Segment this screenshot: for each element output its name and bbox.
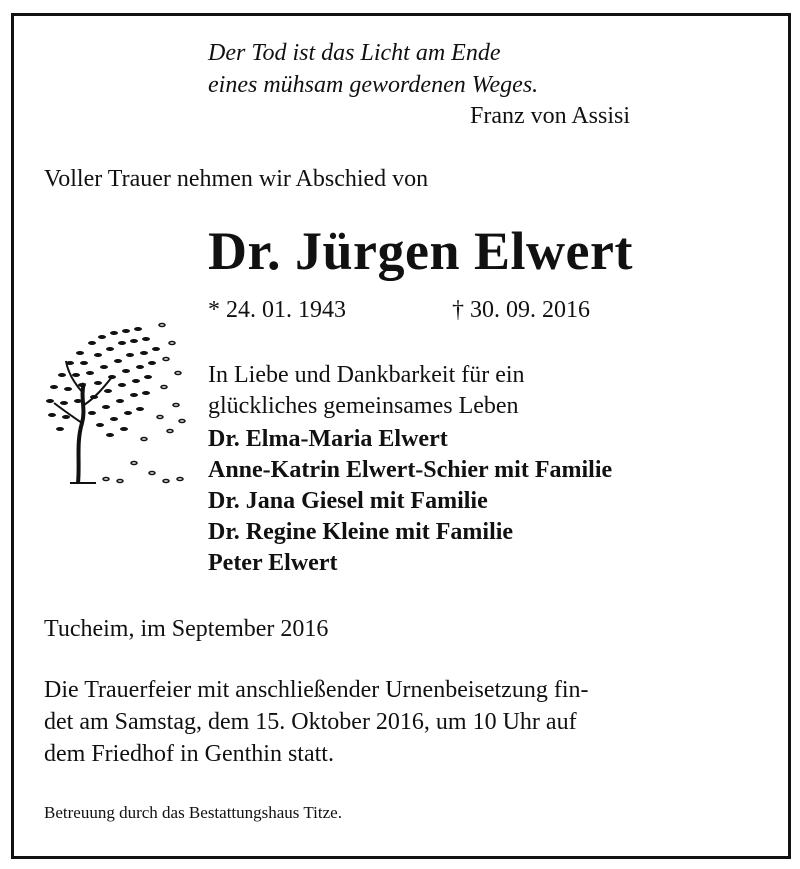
quote-line-2: eines mühsam gewordenen Weges. bbox=[208, 72, 539, 98]
tree-with-falling-leaves-icon bbox=[40, 313, 190, 493]
funeral-line-2: det am Samstag, dem 15. Oktober 2016, um 10 Uhr auf bbox=[44, 709, 577, 735]
dedication-line-1: In Liebe und Dankbarkeit für ein bbox=[208, 362, 525, 388]
quote-author: Franz von Assisi bbox=[470, 103, 631, 129]
quote-line-1: Der Tod ist das Licht am Ende bbox=[208, 40, 501, 66]
dedication-line-2: glückliches gemeinsames Leben bbox=[208, 393, 519, 419]
mourner-4: Dr. Regine Kleine mit Familie bbox=[208, 519, 514, 545]
funeral-line-3: dem Friedhof in Genthin statt. bbox=[44, 741, 334, 767]
mourner-1: Dr. Elma-Maria Elwert bbox=[208, 426, 448, 452]
birth-date: * 24. 01. 1943 bbox=[208, 297, 346, 323]
funeral-line-1: Die Trauerfeier mit anschließender Urnenbeisetzung fin- bbox=[44, 677, 589, 703]
place-date: Tucheim, im September 2016 bbox=[44, 616, 329, 642]
death-date: † 30. 09. 2016 bbox=[452, 297, 590, 323]
intro-text: Voller Trauer nehmen wir Abschied von bbox=[44, 166, 429, 192]
mourner-2: Anne-Katrin Elwert-Schier mit Familie bbox=[208, 457, 613, 483]
deceased-name: Dr. Jürgen Elwert bbox=[208, 221, 633, 281]
mourner-5: Peter Elwert bbox=[208, 550, 338, 576]
footer-note: Betreuung durch das Bestattungshaus Titze. bbox=[44, 803, 342, 822]
mourner-3: Dr. Jana Giesel mit Familie bbox=[208, 488, 488, 514]
